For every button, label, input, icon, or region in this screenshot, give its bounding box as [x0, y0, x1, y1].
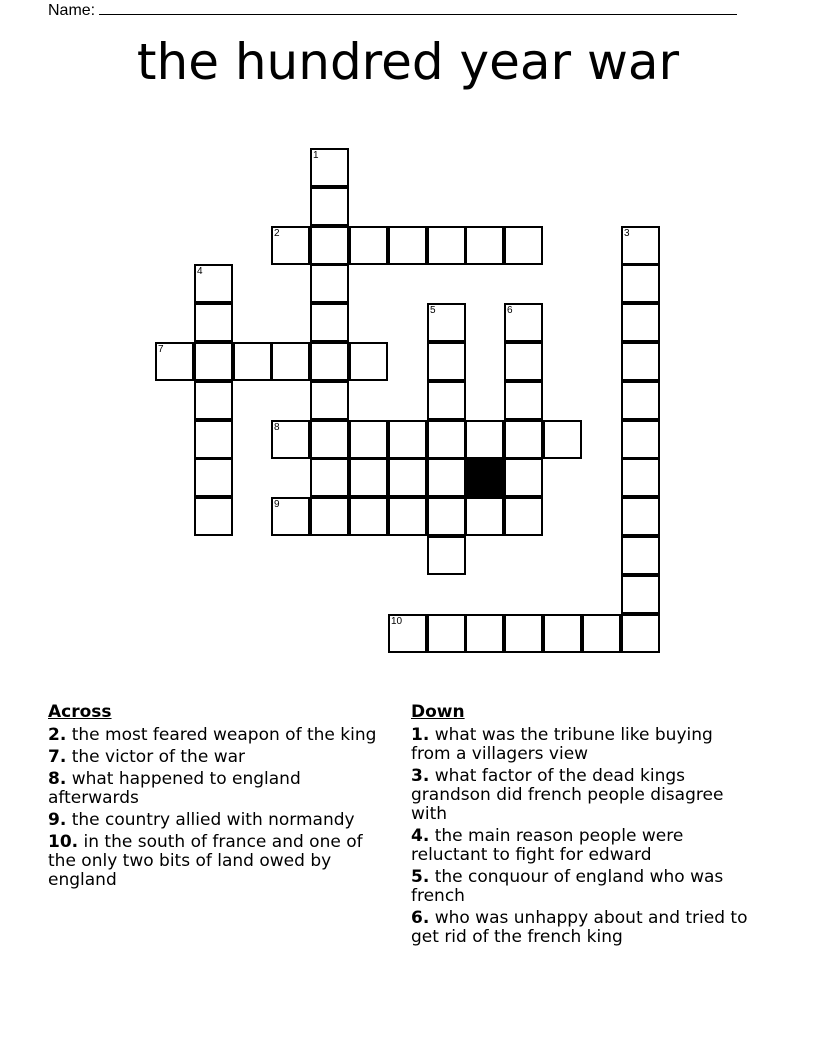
- clue-text: the victor of the war: [71, 747, 245, 767]
- grid-cell[interactable]: [349, 497, 388, 536]
- clue-text: what was the tribune like buying from a villagers view: [411, 725, 713, 764]
- page-title: the hundred year war: [136, 33, 680, 91]
- clue-number: 5.: [411, 867, 430, 887]
- grid-cell[interactable]: [465, 614, 504, 653]
- cell-number: 4: [197, 266, 203, 277]
- grid-cell[interactable]: [388, 226, 427, 265]
- grid-cell[interactable]: [388, 497, 427, 536]
- grid-cell[interactable]: [427, 536, 466, 575]
- grid-cell[interactable]: [427, 303, 466, 342]
- grid-cell[interactable]: [310, 303, 349, 342]
- clue-across-8: [48, 770, 383, 808]
- clue-text: who was unhappy about and tried to get rid of the french king: [411, 908, 748, 947]
- grid-cell[interactable]: [271, 497, 310, 536]
- clue-across-9: [48, 811, 383, 830]
- grid-block-cell: [465, 458, 504, 497]
- clue-text: what factor of the dead kings grandson did french people disagree with: [411, 766, 724, 824]
- clue-number: 7.: [48, 747, 67, 767]
- cell-number: 8: [274, 422, 280, 433]
- grid-cell[interactable]: [427, 458, 466, 497]
- grid-cell[interactable]: [388, 420, 427, 459]
- grid-cell[interactable]: [582, 614, 621, 653]
- clue-number: 6.: [411, 908, 430, 928]
- grid-cell[interactable]: [310, 264, 349, 303]
- grid-cell[interactable]: [621, 303, 660, 342]
- grid-cell[interactable]: [465, 226, 504, 265]
- cell-number: 1: [313, 150, 319, 161]
- clue-number: 4.: [411, 826, 430, 846]
- cell-number: 9: [274, 499, 280, 510]
- grid-cell[interactable]: [504, 497, 543, 536]
- clue-down-5: [411, 868, 756, 906]
- cell-number: 5: [430, 305, 436, 316]
- clue-text: the conquour of england who was french: [411, 867, 724, 906]
- clue-down-6: [411, 909, 756, 947]
- grid-cell[interactable]: [194, 303, 233, 342]
- grid-cell[interactable]: [465, 420, 504, 459]
- across-heading: Across: [48, 702, 112, 722]
- clue-across-2: [48, 726, 383, 745]
- grid-cell[interactable]: [310, 497, 349, 536]
- grid-cell[interactable]: [194, 264, 233, 303]
- grid-cell[interactable]: [155, 342, 194, 381]
- grid-cell[interactable]: [310, 226, 349, 265]
- grid-cell[interactable]: [621, 536, 660, 575]
- grid-cell[interactable]: [233, 342, 272, 381]
- grid-cell[interactable]: [310, 342, 349, 381]
- grid-cell[interactable]: [388, 614, 427, 653]
- grid-cell[interactable]: [310, 148, 349, 187]
- grid-cell[interactable]: [621, 458, 660, 497]
- clue-across-7: [48, 748, 383, 767]
- grid-cell[interactable]: [427, 381, 466, 420]
- clue-number: 10.: [48, 832, 79, 852]
- grid-cell[interactable]: [504, 458, 543, 497]
- clue-text: the main reason people were reluctant to fight for edward: [411, 826, 684, 865]
- cell-number: 10: [391, 616, 403, 627]
- grid-cell[interactable]: [621, 381, 660, 420]
- grid-cell[interactable]: [349, 420, 388, 459]
- clue-text: the most feared weapon of the king: [71, 725, 377, 745]
- grid-cell[interactable]: [388, 458, 427, 497]
- grid-cell[interactable]: [621, 420, 660, 459]
- clue-number: 9.: [48, 810, 67, 830]
- clue-number: 1.: [411, 725, 430, 745]
- grid-cell[interactable]: [504, 420, 543, 459]
- clue-across-10: [48, 833, 383, 890]
- grid-cell[interactable]: [427, 342, 466, 381]
- grid-cell[interactable]: [310, 458, 349, 497]
- grid-cell[interactable]: [621, 342, 660, 381]
- grid-cell[interactable]: [504, 226, 543, 265]
- cell-number: 6: [507, 305, 513, 316]
- grid-cell[interactable]: [427, 420, 466, 459]
- grid-cell[interactable]: [621, 497, 660, 536]
- grid-cell[interactable]: [310, 381, 349, 420]
- grid-cell[interactable]: [504, 614, 543, 653]
- grid-cell[interactable]: [194, 420, 233, 459]
- clue-text: in the south of france and one of the only two bits of land owed by england: [48, 832, 363, 890]
- grid-cell[interactable]: [465, 497, 504, 536]
- name-label: Name:: [48, 2, 96, 19]
- grid-cell[interactable]: [194, 458, 233, 497]
- down-heading: Down: [411, 702, 465, 722]
- grid-cell[interactable]: [427, 614, 466, 653]
- grid-cell[interactable]: [271, 342, 310, 381]
- grid-cell[interactable]: [504, 381, 543, 420]
- clue-down-3: [411, 767, 756, 824]
- grid-cell[interactable]: [349, 458, 388, 497]
- grid-cell[interactable]: [310, 187, 349, 226]
- grid-cell[interactable]: [194, 381, 233, 420]
- grid-cell[interactable]: [621, 614, 660, 653]
- grid-cell[interactable]: [543, 420, 582, 459]
- grid-cell[interactable]: [427, 226, 466, 265]
- clue-down-4: [411, 827, 756, 865]
- clue-down-1: [411, 726, 756, 764]
- clue-text: the country allied with normandy: [71, 810, 355, 830]
- grid-cell[interactable]: [310, 420, 349, 459]
- grid-cell[interactable]: [271, 420, 310, 459]
- across-clues: [48, 703, 383, 893]
- clue-text: what happened to england afterwards: [48, 769, 301, 808]
- clue-number: 3.: [411, 766, 430, 786]
- grid-cell[interactable]: [349, 342, 388, 381]
- grid-cell[interactable]: [621, 575, 660, 614]
- grid-cell[interactable]: [349, 226, 388, 265]
- cell-number: 2: [274, 228, 280, 239]
- grid-cell[interactable]: [621, 226, 660, 265]
- grid-cell[interactable]: [621, 264, 660, 303]
- grid-cell[interactable]: [194, 342, 233, 381]
- grid-cell[interactable]: [271, 226, 310, 265]
- cell-number: 3: [624, 228, 630, 239]
- grid-cell[interactable]: [543, 614, 582, 653]
- clue-number: 8.: [48, 769, 67, 789]
- clue-number: 2.: [48, 725, 67, 745]
- grid-cell[interactable]: [194, 497, 233, 536]
- grid-cell[interactable]: [504, 303, 543, 342]
- cell-number: 7: [158, 344, 164, 355]
- grid-cell[interactable]: [427, 497, 466, 536]
- grid-cell[interactable]: [504, 342, 543, 381]
- down-clues: [411, 703, 756, 950]
